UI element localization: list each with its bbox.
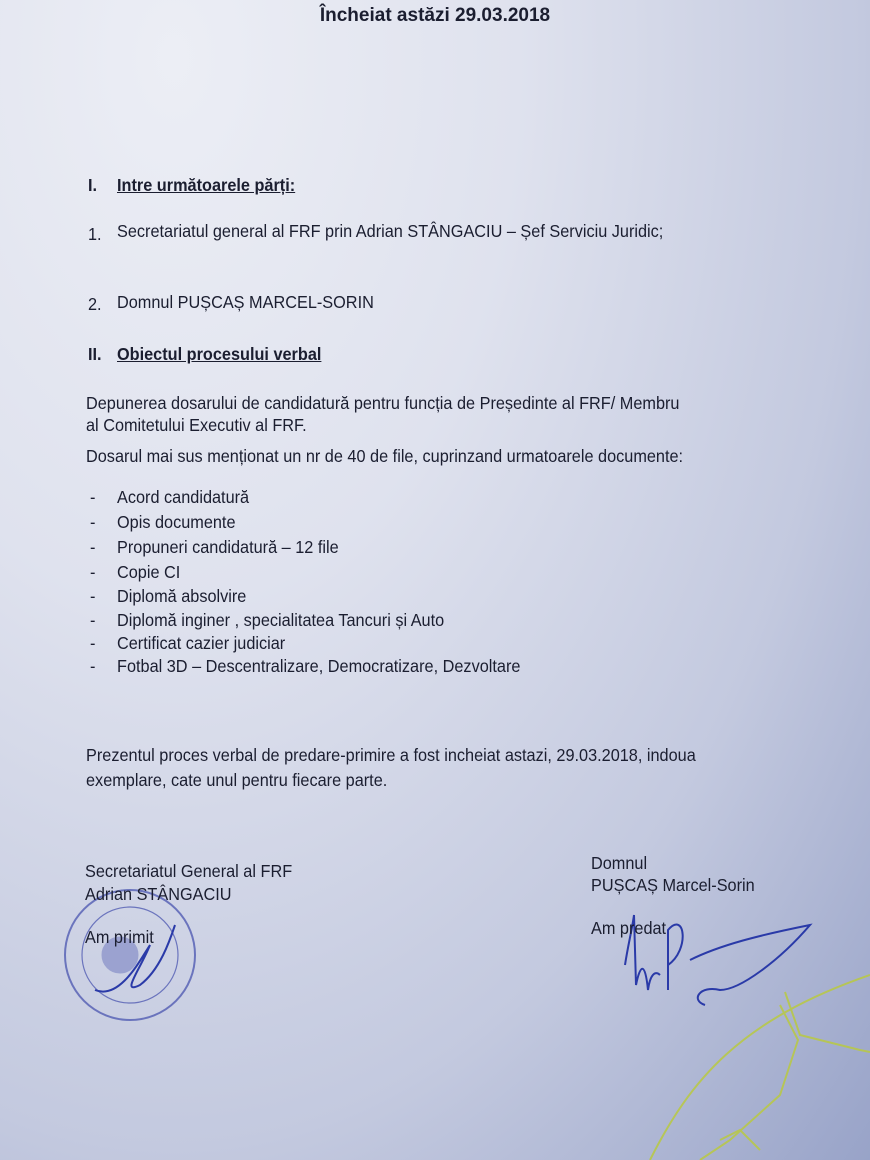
official-stamp: [65, 890, 195, 1020]
right-signatory-title: Domnul: [591, 853, 648, 873]
closing-line: Prezentul proces verbal de predare-primire a fost incheiat astazi, 29.03.2018, indoua: [86, 745, 696, 765]
list-item: Opis documente: [117, 512, 236, 532]
document-title: Încheiat astăzi 29.03.2018: [319, 5, 551, 26]
left-signatory-org: Secretariatul General al FRF: [85, 861, 293, 881]
party2-number: 2.: [88, 294, 102, 314]
bullet: -: [90, 487, 96, 507]
list-item: Fotbal 3D – Descentralizare, Democratizare, Dezvoltare: [117, 656, 521, 676]
object-line: al Comitetului Executiv al FRF.: [86, 415, 307, 435]
section2-number: II.: [88, 344, 102, 364]
left-signatory-action: Am primit: [85, 927, 154, 947]
bullet: -: [90, 633, 96, 653]
bullet: -: [90, 512, 96, 532]
section2-heading: Obiectul procesului verbal: [117, 344, 322, 364]
section1-number: I.: [88, 175, 98, 195]
right-signatory-name: PUȘCAȘ Marcel-Sorin: [591, 875, 755, 895]
list-item: Copie CI: [117, 562, 181, 582]
object-line: Dosarul mai sus menționat un nr de 40 de file, cuprinzand urmatoarele documente:: [86, 446, 684, 466]
list-item: Acord candidatură: [117, 487, 250, 507]
bullet: -: [90, 537, 96, 557]
right-signatory-action: Am predat: [591, 918, 667, 938]
list-item: Propuneri candidatură – 12 file: [117, 537, 339, 557]
bullet: -: [90, 656, 96, 676]
party1-text: Secretariatul general al FRF prin Adrian STÂNGACIU – Șef Serviciu Juridic;: [117, 221, 664, 241]
party2-text: Domnul PUȘCAȘ MARCEL-SORIN: [117, 292, 374, 312]
bullet: -: [90, 586, 96, 606]
bullet: -: [90, 562, 96, 582]
object-line: Depunerea dosarului de candidatură pentru funcția de Președinte al FRF/ Membru: [86, 393, 680, 413]
football-watermark: [650, 975, 870, 1160]
closing-line: exemplare, cate unul pentru fiecare parte.: [86, 770, 388, 790]
section1-heading: Intre următoarele părți:: [117, 175, 296, 195]
list-item: Diplomă inginer , specialitatea Tancuri și Auto: [117, 610, 445, 630]
list-item: Diplomă absolvire: [117, 586, 247, 606]
party1-number: 1.: [88, 224, 102, 244]
bullet: -: [90, 610, 96, 630]
left-signatory-name: Adrian STÂNGACIU: [85, 884, 232, 904]
list-item: Certificat cazier judiciar: [117, 633, 286, 653]
